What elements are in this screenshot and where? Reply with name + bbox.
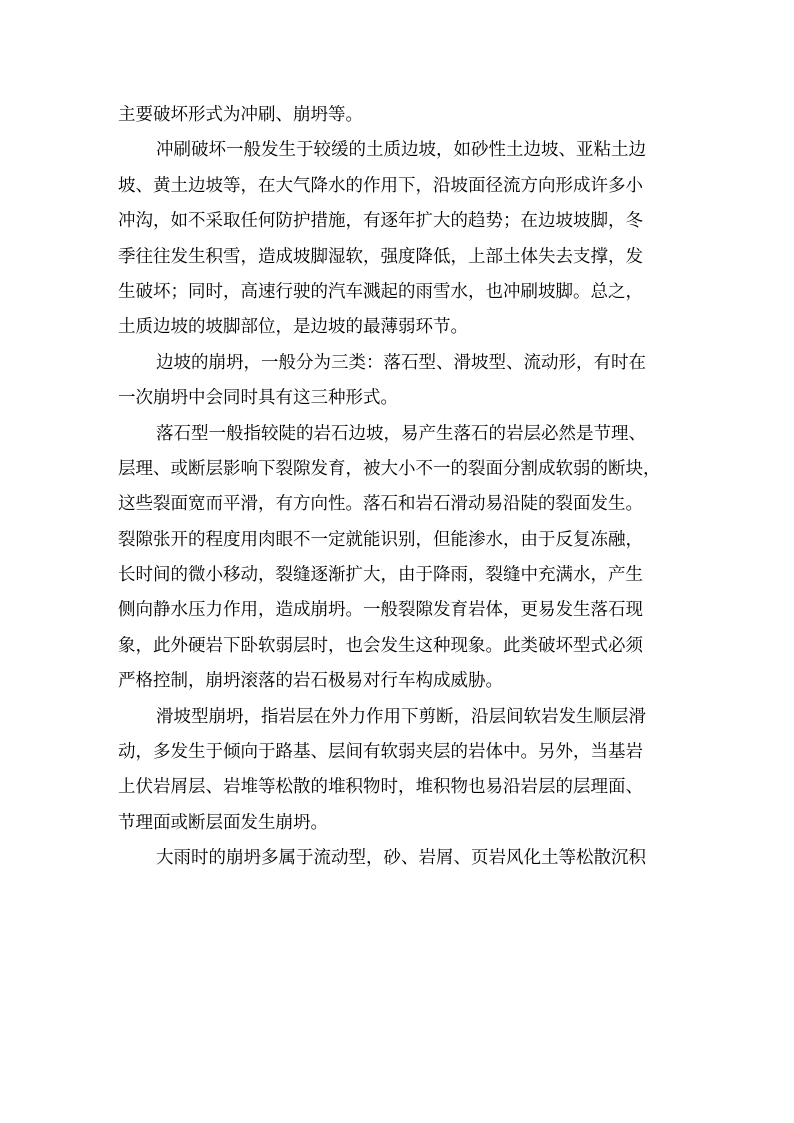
text-line-19: 动，多发生于倾向于路基、层间有软弱夹层的岩体中。另外，当基岩 <box>118 742 643 763</box>
text-line-9: 一次崩坍中会同时具有这三种形式。 <box>118 388 398 409</box>
text-line-7: 土质边坡的坡脚部位，是边坡的最薄弱环节。 <box>118 317 468 338</box>
text-line-1: 主要破坏形式为冲刷、崩坍等。 <box>118 105 363 125</box>
text-line-22: 大雨时的崩坍多属于流动型，砂、岩屑、页岩风化土等松散沉积 <box>156 848 646 869</box>
text-line-12: 这些裂面宽而平滑，有方向性。落石和岩石滑动易沿陡的裂面发生。 <box>118 494 643 515</box>
text-line-16: 象，此外硬岩下卧软弱层时，也会发生这种现象。此类破坏型式必须 <box>118 635 643 656</box>
text-line-17: 严格控制，崩坍滚落的岩石极易对行车构成威胁。 <box>118 671 503 692</box>
text-line-15: 侧向静水压力作用，造成崩坍。一般裂隙发育岩体，更易发生落石现 <box>118 600 643 621</box>
text-line-5: 季往往发生积雪，造成坡脚湿软，强度降低，上部土体失去支撑，发 <box>118 246 643 267</box>
text-line-20: 上伏岩屑层、岩堆等松散的堆积物时，堆积物也易沿岩层的层理面、 <box>118 777 643 798</box>
text-line-2: 冲刷破坏一般发生于较缓的土质边坡，如砂性土边坡、亚粘土边 <box>156 140 646 161</box>
text-line-6: 生破坏；同时，高速行驶的汽车溅起的雨雪水，也冲刷坡脚。总之， <box>118 281 643 302</box>
text-line-10: 落石型一般指较陡的岩石边坡，易产生落石的岩层必然是节理、 <box>156 423 646 444</box>
text-line-14: 长时间的微小移动，裂缝逐渐扩大，由于降雨，裂缝中充满水，产生 <box>118 565 643 586</box>
text-line-18: 滑坡型崩坍，指岩层在外力作用下剪断，沿层间软岩发生顺层滑 <box>156 706 646 727</box>
text-line-3: 坡、黄土边坡等，在大气降水的作用下，沿坡面径流方向形成许多小 <box>118 175 643 196</box>
text-line-8: 边坡的崩坍，一般分为三类：落石型、滑坡型、流动形，有时在 <box>156 352 646 373</box>
text-line-13: 裂隙张开的程度用肉眼不一定就能识别，但能渗水，由于反复冻融， <box>118 529 643 550</box>
body-text <box>118 98 684 877</box>
text-line-4: 冲沟，如不采取任何防护措施，有逐年扩大的趋势；在边坡坡脚，冬 <box>118 211 643 232</box>
text-line-21: 节理面或断层面发生崩坍。 <box>118 812 328 833</box>
text-line-11: 层理、或断层影响下裂隙发育，被大小不一的裂面分割成软弱的断块， <box>118 458 661 479</box>
